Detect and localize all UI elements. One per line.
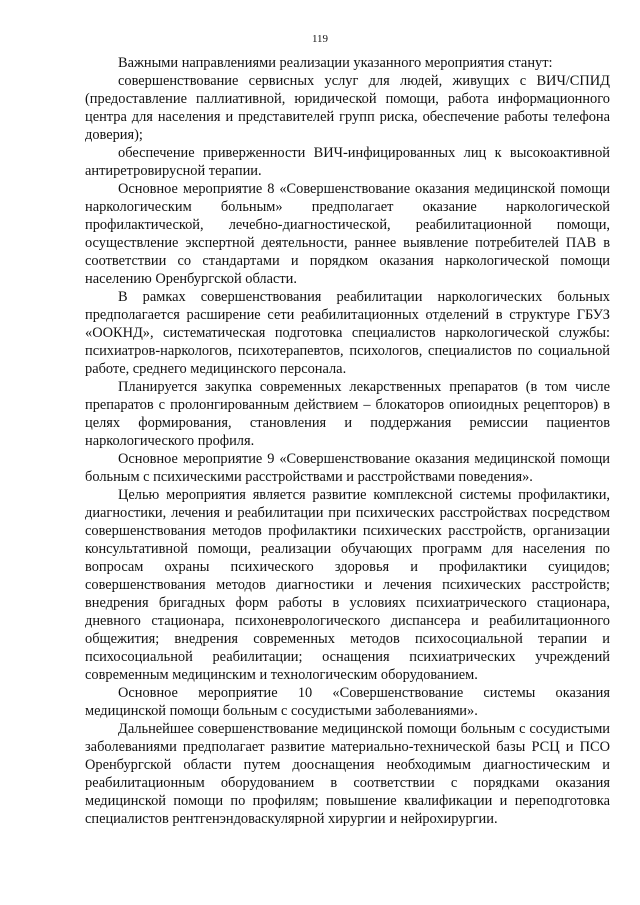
paragraph: Дальнейшее совершенствование медицинской помощи больным с сосудистыми заболеваниями предполагает развитие материально-технической базы РСЦ и ПСО Оренбургской области путем дооснащения необходимым диагностическим и реабилитационным оборудованием в соответствии с порядками оказания медицинской помощи по профилям; повышение квалификации и переподготовка специалистов рентгенэндоваскулярной хирургии и нейрохирургии. bbox=[85, 721, 610, 827]
paragraph: Планируется закупка современных лекарственных препаратов (в том числе препаратов с пролонгированным действием – блокаторов опиоидных рецепторов) в целях формирования, становления и поддержания ремиссии пациентов наркологического профиля. bbox=[85, 379, 610, 449]
body-text bbox=[85, 54, 610, 828]
paragraph: Основное мероприятие 9 «Совершенствование оказания медицинской помощи больным с психическими расстройствами и расстройствами поведения». bbox=[85, 451, 610, 485]
page-number: 119 bbox=[311, 33, 329, 45]
paragraph: Основное мероприятие 10 «Совершенствование системы оказания медицинской помощи больным с сосудистыми заболеваниями». bbox=[85, 685, 610, 719]
paragraph: Важными направлениями реализации указанного мероприятия станут: bbox=[118, 55, 553, 71]
paragraph: В рамках совершенствования реабилитации наркологических больных предполагается расширение сети реабилитационных отделений в структуре ГБУЗ «ООКНД», систематическая подготовка специалистов наркологической службы: психиатров-наркологов, психотерапевтов, психологов, специалистов по социальной работе, среднего медицинского персонала. bbox=[85, 289, 610, 377]
paragraph: Основное мероприятие 8 «Совершенствование оказания медицинской помощи наркологическим больным» предполагает оказание наркологической профилактической, лечебно-диагностической, реабилитационной помощи, осуществление экспертной деятельности, раннее выявление потребителей ПАВ в соответствии со стандартами и порядком оказания наркологической помощи населению Оренбургской области. bbox=[85, 181, 610, 287]
paragraph: обеспечение приверженности ВИЧ-инфицированных лиц к высокоактивной антиретровирусной терапии. bbox=[85, 145, 610, 179]
paragraph: Целью мероприятия является развитие комплексной системы профилактики, диагностики, лечения и реабилитации при психических расстройствах посредством совершенствования методов профилактики психических расстройств, организации консультативной помощи, реализации обучающих программ для населения по вопросам охраны психического здоровья и профилактики суицидов; совершенствования методов диагностики и лечения психических расстройств; внедрения бригадных форм работы в условиях психиатрического стационара, дневного стационара, психоневрологического диспансера и реабилитационного общежития; внедрения современных методов психосоциальной терапии и психосоциальной реабилитации; оснащения психиатрических учреждений современным медицинским и технологическим оборудованием. bbox=[85, 487, 610, 683]
paragraph: совершенствование сервисных услуг для людей, живущих с ВИЧ/СПИД (предоставление паллиативной, юридической помощи, работа информационного центра для населения и представителей групп риска, обеспечение работы телефона доверия); bbox=[85, 73, 610, 143]
